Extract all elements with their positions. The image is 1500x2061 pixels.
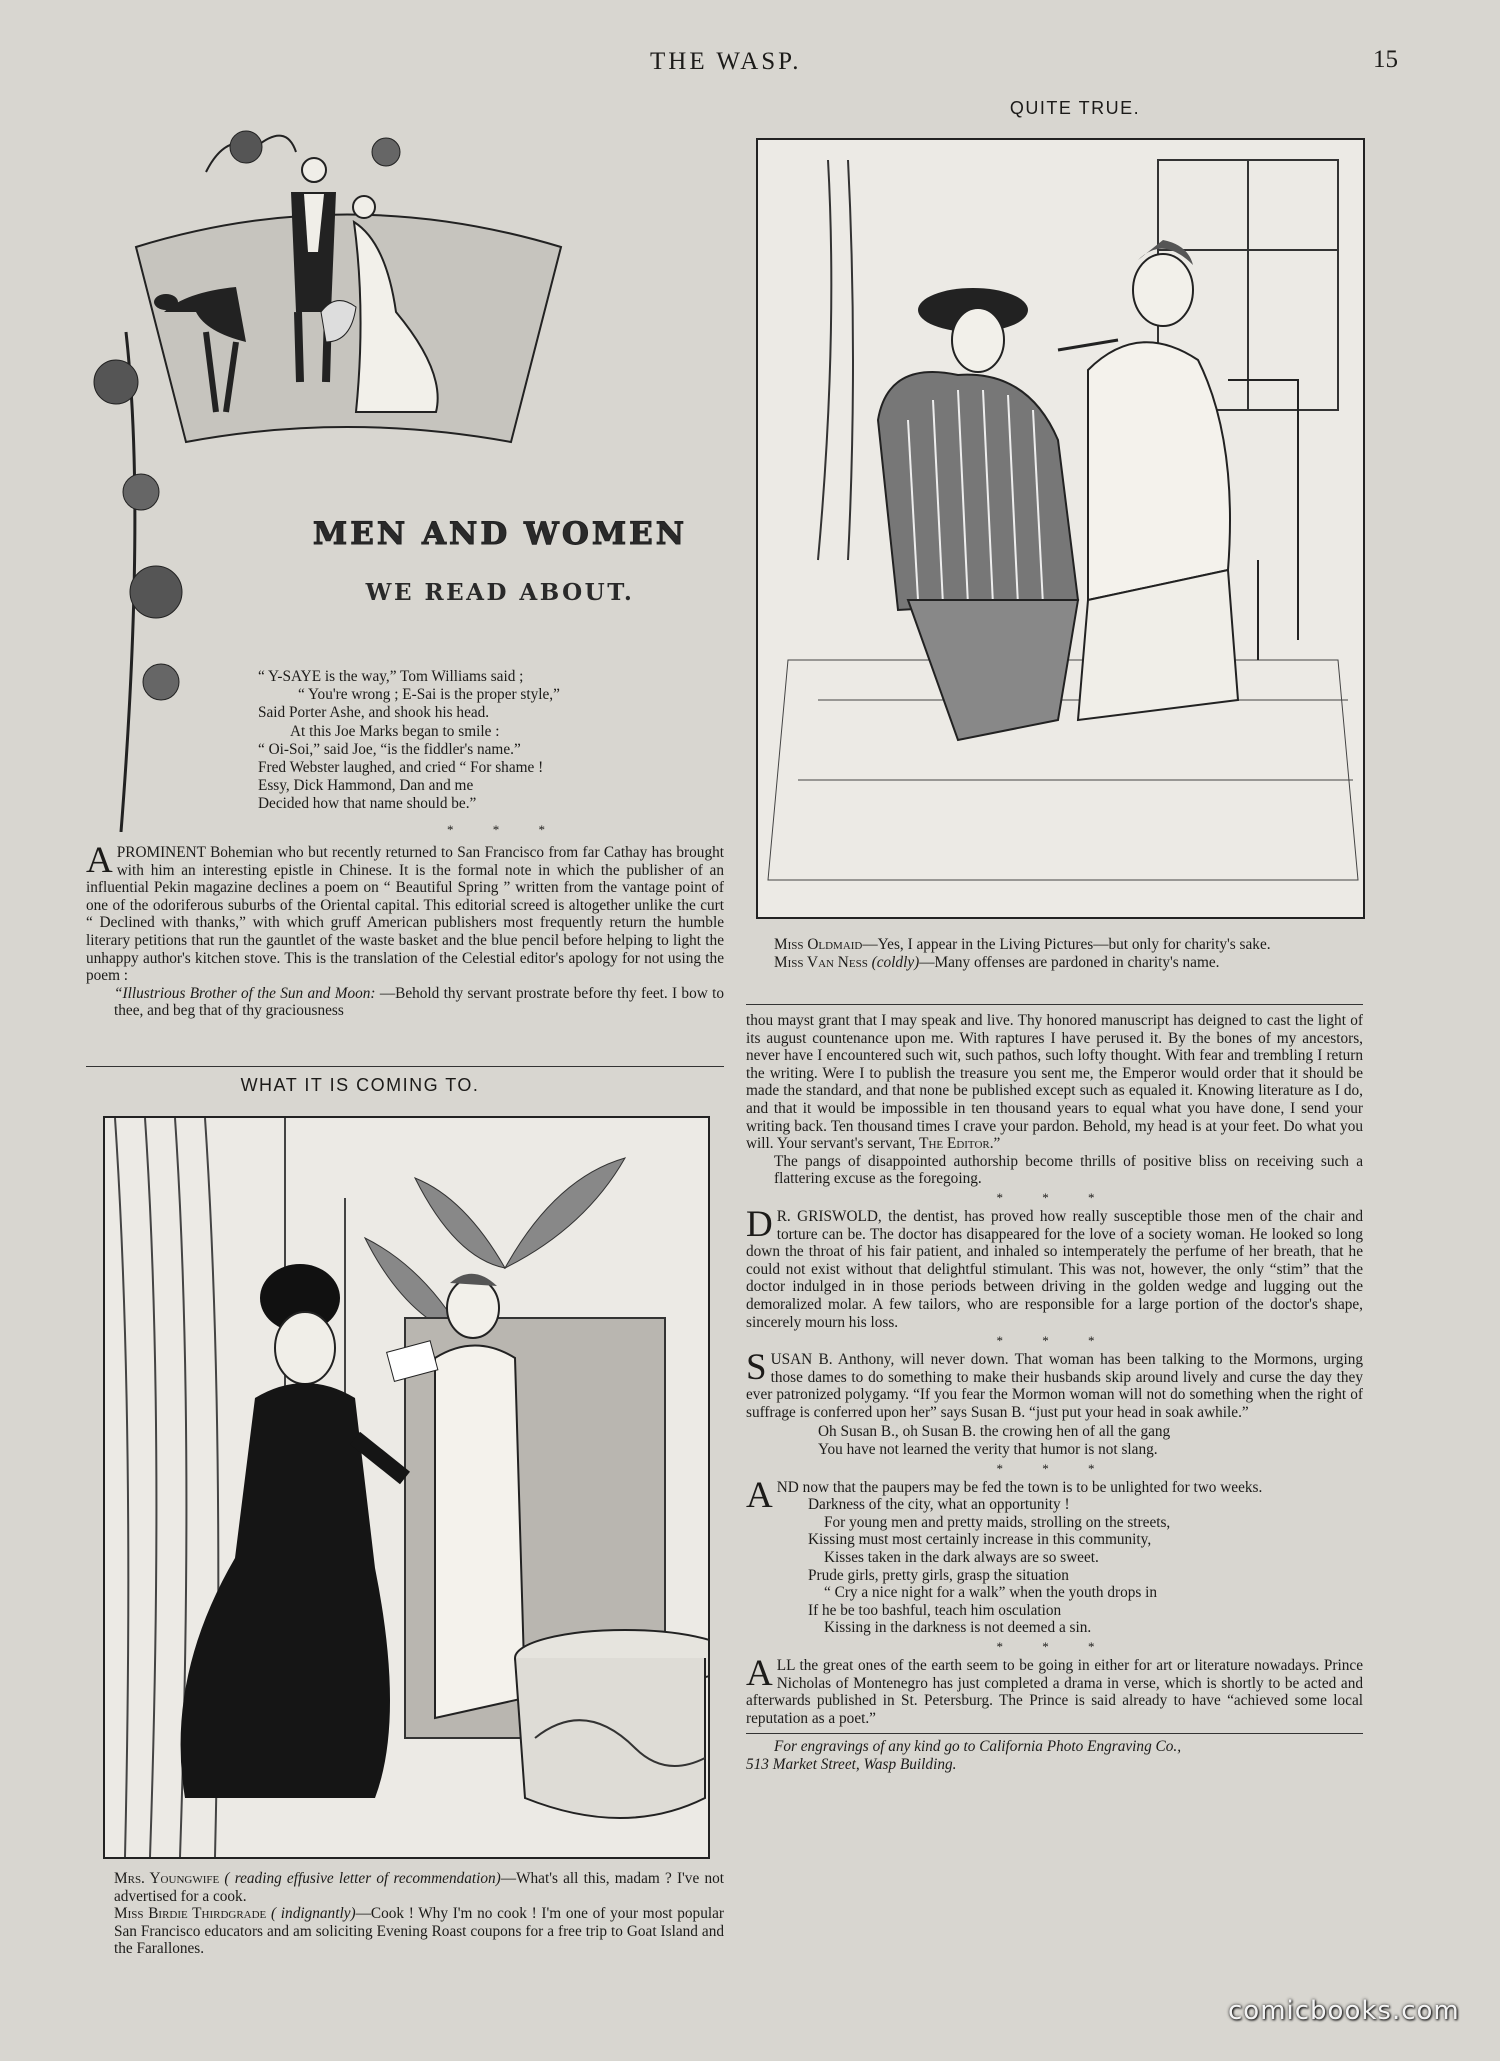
lead-word: ND — [776, 1478, 799, 1496]
advert-line: For engravings of any kind go to California Photo Engraving Co., — [774, 1738, 1182, 1756]
headline: MEN AND WOMEN — [312, 516, 688, 552]
dropcap: A — [86, 840, 113, 881]
two-women-drawing — [758, 140, 1363, 917]
speaker-youngwife: Mrs. Youngwife — [114, 1870, 220, 1887]
poem-line: Said Porter Ashe, and shook his head. — [258, 704, 490, 722]
section-stars: * * * — [447, 822, 563, 837]
verse-line: For young men and pretty maids, strolling on the streets, — [824, 1513, 1171, 1531]
verse-line: Kissing must most certainly increase in this community, — [808, 1531, 1152, 1549]
verse-line: Kisses taken in the dark always are so sweet. — [824, 1549, 1099, 1567]
poem-line: Fred Webster laughed, and cried “ For shame ! — [258, 759, 544, 777]
verse-line: You have not learned the verity that humor is not slang. — [818, 1441, 1158, 1459]
poem-line: Essy, Dick Hammond, Dan and me — [258, 777, 474, 795]
letter-signature: The Editor.” — [919, 1135, 1001, 1153]
nicholas-text: the great ones of the earth seem to be going in either for art or literature nowadays. Prince Nicholas of Montenegro has just completed a drama in verse, which is shortly to be acted and afterwards published in St. Petersburg. The Prince is said already to have “achieved some local reputation as a poet.” — [746, 1657, 1363, 1727]
watermark: comicbooks.com — [1228, 1996, 1460, 2026]
verse-line: Darkness of the city, what an opportunity ! — [808, 1496, 1070, 1514]
two-women-drawing — [105, 1118, 708, 1857]
anthony-verse — [746, 1423, 1363, 1458]
section-stars: * * * — [996, 1639, 1113, 1654]
left-illustration-dialogue — [86, 1870, 724, 1958]
column-rule — [746, 1733, 1363, 1734]
speaker-oldmaid: Miss Oldmaid — [774, 936, 863, 953]
lead-word: PROMINENT — [116, 844, 206, 861]
opening-poem — [258, 668, 658, 814]
letter-continued: thou mayst grant that I may speak and live. Thy honored manuscript has deigned to cast the light of its august countenance upon me. With raptures I have perused it. By the bones of my ancestors, never have I encountered such wit, such pathos, such lofty thought. With fear and trembling I return the writing. Were I to publish the treasure you sent me, the Emperor would order that it should be made the standard, and that none be published except such as equaled it. Knowing literature as I do, and that it would be impossible in ten thousand years to equal what you have done, I send your writing back. Ten thousand times I crave your pardon. Behold, my head is at your feet. Do what you will. Your servant's servant, — [746, 1012, 1363, 1153]
column-rule — [746, 1004, 1363, 1005]
dialogue-van-ness: —Many offenses are pardoned in charity's name. — [919, 953, 1220, 971]
paupers-text: now that the paupers may be fed the town is to be unlighted for two weeks. — [798, 1478, 1263, 1496]
dropcap: A — [746, 1474, 773, 1516]
lead-word: USAN — [770, 1351, 813, 1369]
verse-line: “ Cry a nice night for a walk” when the youth drops in — [824, 1584, 1158, 1602]
dropcap: A — [746, 1653, 773, 1694]
section-stars: * * * — [996, 1460, 1113, 1476]
dialogue-thirdgrade: —Cook ! Why I'm no cook ! I'm one of your most popular San Francisco educators and am soliciting Evening Roast coupons for a free trip to Goat Island and the Farallones. — [114, 1905, 724, 1958]
dialogue-oldmaid: —Yes, I appear in the Living Pictures—but only for charity's sake. — [862, 936, 1271, 953]
dialogue-youngwife: —What's all this, madam ? I've not advertised for a cook. — [114, 1870, 724, 1905]
bohemian-article — [86, 840, 724, 1020]
verse-line: Kissing in the darkness is not deemed a sin. — [824, 1619, 1092, 1637]
right-illustration-dialogue — [746, 936, 1363, 971]
section-stars: * * * — [996, 1333, 1113, 1349]
dropcap: S — [746, 1347, 767, 1389]
poem-line: “ Oi-Soi,” said Joe, “is the fiddler's name.” — [258, 740, 521, 758]
right-illustration-caption: QUITE TRUE. — [1009, 98, 1141, 118]
subheadline: WE READ ABOUT. — [365, 579, 635, 606]
right-illustration — [756, 138, 1365, 919]
paupers-verse — [746, 1496, 1363, 1637]
pangs-paragraph: The pangs of disappointed authorship become thrills of positive bliss on receiving such a flattering excuse as the foregoing. — [774, 1152, 1363, 1188]
poem-line: “ Y-SAYE is the way,” Tom Williams said ; — [258, 668, 524, 685]
left-illustration-caption: WHAT IT IS COMING TO. — [240, 1075, 480, 1095]
griswold-text: the dentist, has proved how really susceptible those men of the chair and torture can be. The doctor has disappeared for the love of a society woman. He looked so long down the throat of his fair patient, and inhaled so intemperately the perfume of her breath, that he could not exist without that delightful stimulant. This was not, however, the only “stim” that the doctor indulged in in those periods between driving in the golden wedge and lugging out the demoralized molar. A few tailors, who are responsible for a large portion of the doctor's shape, sincerely mourn his loss. — [746, 1207, 1363, 1331]
page-number: 15 — [1373, 46, 1398, 73]
verse-line: If he be too bashful, teach him osculation — [808, 1601, 1062, 1619]
letter-text: —Behold thy servant prostrate before thy feet. I bow to thee, and beg that of thy graciousness — [114, 984, 724, 1020]
masthead: THE WASP. — [650, 48, 802, 75]
lead-word: R. GRISWOLD, — [776, 1207, 882, 1225]
verse-line: Prude girls, pretty girls, grasp the situation — [808, 1566, 1069, 1584]
poem-line: “ You're wrong ; E-Sai is the proper style,” — [298, 686, 560, 704]
direction-thirdgrade: ( indignantly) — [271, 1905, 356, 1923]
letter-salutation: “Illustrious Brother of the Sun and Moon: — [114, 984, 376, 1002]
engraving-advert — [746, 1738, 1363, 1773]
speaker-thirdgrade: Miss Birdie Thirdgrade — [114, 1905, 267, 1923]
article-text: Bohemian who but recently returned to San Francisco from far Cathay has brought with him an interesting epistle in Chinese. It is the formal note in which the publisher of an influential Pekin magazine declines a poem on “ Beautiful Spring ” written from the vantage point of one of the odoriferous suburbs of the Oriental capital. This editorial screed is altogether unlike the curt “ Declined with thanks,” with which gruff American publishers most frequently return the humble literary petitions that run the gauntlet of the waste basket and the blue pencil before helping to light the unhappy author's kitchen stove. This is the translation of the Celestial editor's apology for not using the poem : — [86, 844, 724, 985]
poem-line: At this Joe Marks began to smile : — [290, 722, 500, 740]
dropcap: D — [746, 1203, 773, 1245]
verse-line: Oh Susan B., oh Susan B. the crowing hen of all the gang — [818, 1423, 1171, 1441]
direction-van-ness: (coldly) — [871, 953, 920, 971]
speaker-van-ness: Miss Van Ness — [774, 953, 868, 971]
direction-youngwife: ( reading effusive letter of recommendation) — [224, 1870, 501, 1887]
poem-line: Decided how that name should be.” — [258, 795, 477, 813]
advert-line: 513 Market Street, Wasp Building. — [746, 1755, 957, 1773]
column-rule — [86, 1066, 724, 1067]
right-column-text — [746, 1012, 1363, 1774]
anthony-text: B. Anthony, will never down. That woman has been talking to the Mormons, urging those dames to do something to make their husbands skip around lively and curse the day they ever patronized polygamy. “If you fear the Mormon woman will not do something when the right of suffrage is conferred upon her” says Susan B. “just put your head in soak awhile.” — [746, 1351, 1363, 1421]
section-stars: * * * — [996, 1189, 1113, 1205]
lead-word: LL — [776, 1657, 795, 1674]
left-illustration — [103, 1116, 710, 1859]
